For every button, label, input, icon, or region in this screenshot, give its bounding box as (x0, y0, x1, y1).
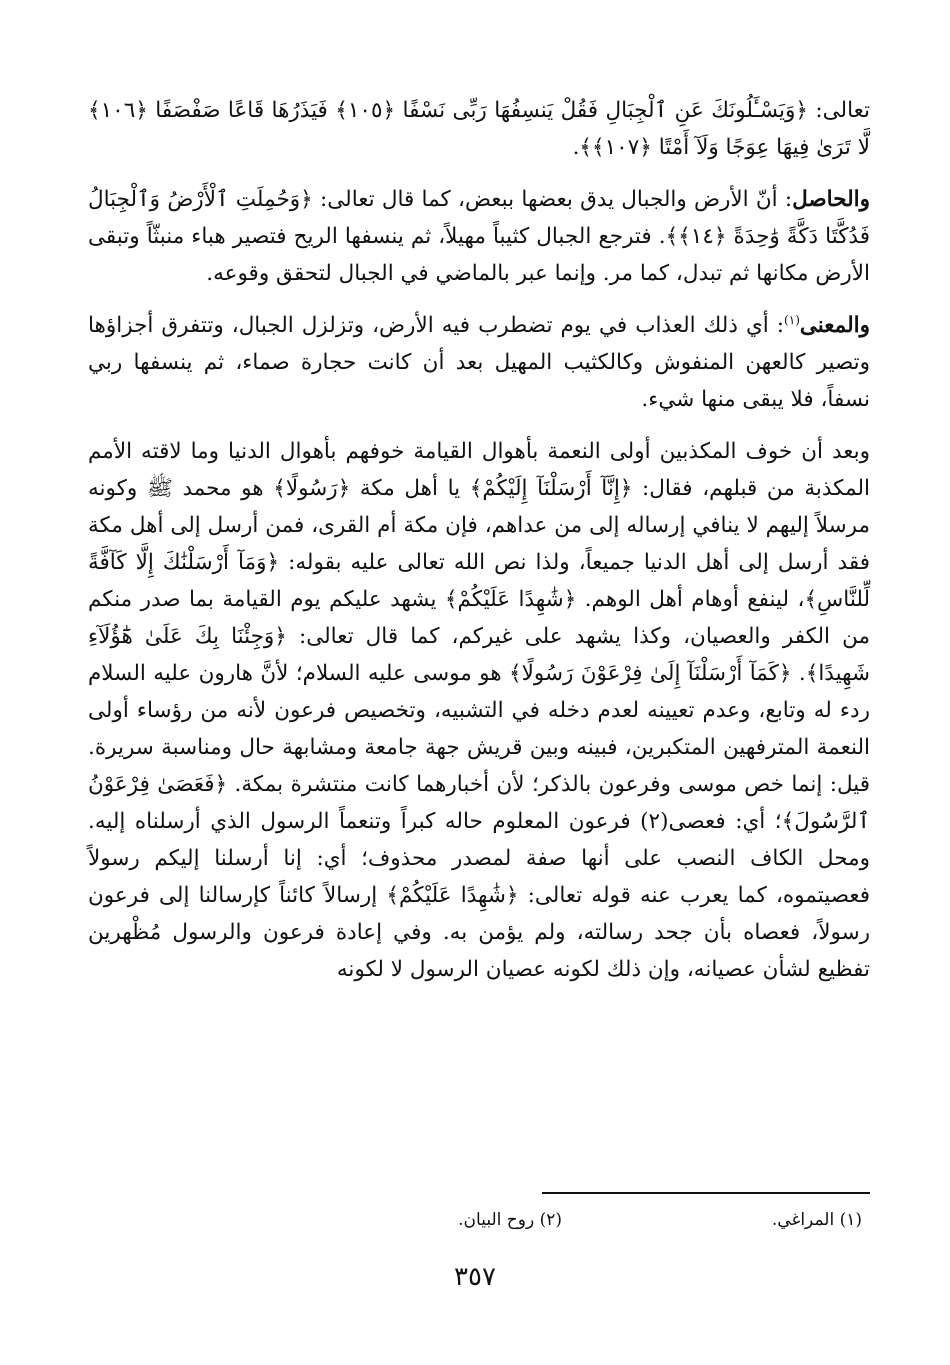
paragraph-body: : أنّ الأرض والجبال يدق بعضها ببعض، كما قال تعالى: ﴿وَحُمِلَتِ ٱلْأَرْضُ وَٱلْجِبَالُ فَدُكَّتَا دَكَّةً وَٰحِدَةً ﴿١٤﴾﴾. فترجع الجبال كثيباً مهيلاً، ثم ينسفها الريح فتصير هباء منبثّاً وتبقى الأرض مكانها ثم تبدل، كما مر. وإنما عبر بالماضي في الجبال لتحقق وقوعه. (88, 187, 871, 286)
paragraph-body: تعالى: ﴿وَيَسْـَٔلُونَكَ عَنِ ٱلْجِبَالِ فَقُلْ يَنسِفُهَا رَبِّى نَسْفًا ﴿١٠٥﴾ فَيَذَرُهَا قَاعًا صَفْصَفًا ﴿١٠٦﴾ لَّا تَرَىٰ فِيهَا عِوَجًا وَلَآ أَمْتًا ﴿١٠٧﴾﴾. (88, 98, 870, 160)
paragraph-text (88, 181, 870, 292)
footnote-1: (١) المراغي. (771, 1210, 862, 1230)
page-body (88, 92, 870, 1003)
paragraph-verse-continuation (88, 92, 870, 166)
paragraph-body: : أي ذلك العذاب في يوم تضطرب فيه الأرض، وتزلزل الجبال، وتتفرق أجزاؤها وتصير كالعهن المنفوش وكالكثيب المهيل بعد أن كانت حجارة صماء، ثم ينسفها ربي نسفاً، فلا يبقى منها شيء. (88, 313, 870, 412)
paragraph-lead: والحاصل (792, 187, 870, 212)
paragraph-text (88, 433, 870, 988)
footnote-divider (542, 1192, 870, 1194)
paragraph-body: وبعد أن خوف المكذبين أولى النعمة بأهوال القيامة خوفهم بأهوال الدنيا وما لاقته الأمم المكذبة من قبلهم، فقال: ﴿إِنَّآ أَرْسَلْنَآ إِلَيْكُمْ﴾ يا أهل مكة ﴿رَسُولًا﴾ هو محمد ﷺ وكونه مرسلاً إليهم لا ينافي إرساله إلى من عداهم، فإن مكة أم القرى، فمن أرسل إلى أهل مكة فقد أرسل إلى أهل الدنيا جميعاً، ولذا نص الله تعالى عليه بقوله: ﴿وَمَآ أَرْسَلْنَٰكَ إِلَّا كَآفَّةً لِّلنَّاسِ﴾، لينفع أوهام أهل الوهم. ﴿شَٰهِدًا عَلَيْكُمْ﴾ يشهد عليكم يوم القيامة بما صدر منكم من الكفر والعصيان، وكذا يشهد على غيركم، كما قال تعالى: ﴿وَجِئْنَا بِكَ عَلَىٰ هَٰٓؤُلَآءِ شَهِيدًا﴾. ﴿كَمَآ أَرْسَلْنَآ إِلَىٰ فِرْعَوْنَ رَسُولًا﴾ هو موسى عليه السلام؛ لأنَّ هارون عليه السلام ردء له وتابع، وعدم تعيينه لعدم دخله في التشبيه، وتخصيص فرعون لأنه من رؤساء أولى النعمة المترفهين المتكبرين، فبينه وبين قريش جهة جامعة ومشابهة حال ومناسبة سريرة. قيل: إنما خص موسى وفرعون بالذكر؛ لأن أخبارهما كانت منتشرة بمكة. ﴿فَعَصَىٰ فِرْعَوْنُ ٱلرَّسُولَ﴾؛ أي: فعصى(٢) فرعون المعلوم حاله كبراً وتنعماً الرسول الذي أرسلناه إليه. ومحل الكاف النصب على أنها صفة لمصدر محذوف؛ أي: إنا أرسلنا إليكم رسولاً فعصيتموه، كما يعرب عنه قوله تعالى: ﴿شَٰهِدًا عَلَيْكُمْ﴾ إرسالاً كائناً كإرسالنا إلى فرعون رسولاً، فعصاه بأن جحد رسالته، ولم يؤمن به. وفي إعادة فرعون والرسول مُظْهرين تفظيع لشأن عصيانه، وإن ذلك لكونه عصيان الرسول لا لكونه (88, 439, 870, 982)
paragraph-text (88, 307, 870, 418)
paragraph-commentary (88, 433, 870, 988)
paragraph-summary (88, 181, 870, 292)
paragraph-lead: والمعنى (799, 313, 870, 338)
footnote-marker: (١) (784, 312, 800, 327)
footnote-2: (٢) روح البيان. (458, 1210, 562, 1230)
paragraph-meaning (88, 307, 870, 418)
page-number: ٣٥٧ (454, 1262, 496, 1292)
footnote-row (88, 1210, 862, 1238)
paragraph-text (88, 92, 870, 166)
